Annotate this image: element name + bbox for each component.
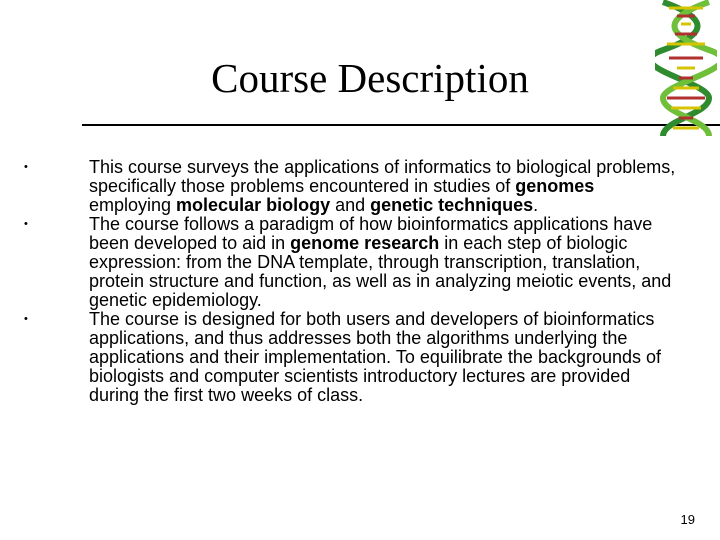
bold-term: molecular biology	[176, 195, 331, 215]
bullet-text: in each step of biologic expression: from the DNA template, through transcription, translation, protein structure and function, as well as in analyzing meiotic events, and genetic epidemiology.	[89, 233, 672, 310]
bullet-text: .	[533, 195, 539, 215]
bullet-text: The course is designed for both users and developers of bioinformatics applications, and thus addresses both the algorithms underlying the applications and their implementation. To equilibrate the backgrounds of biologists and computer scientists introductory lectures are provided during the first two weeks of class.	[89, 309, 662, 405]
dna-helix-icon	[655, 0, 717, 136]
bullet-marker: •	[24, 218, 28, 230]
title-underline	[82, 124, 720, 126]
bullet-text: employing	[89, 195, 177, 215]
page-number: 19	[680, 512, 695, 527]
bullet-text: The course follows a paradigm of how bioinformatics applications have been developed to aid in	[89, 214, 653, 253]
bold-term: genetic techniques	[370, 195, 534, 215]
bullet-list	[24, 157, 680, 405]
bold-term: genomes	[515, 176, 595, 196]
bold-term: genome research	[290, 233, 440, 253]
bullet-marker: •	[24, 313, 28, 325]
bullet-item	[24, 309, 680, 405]
bullet-item	[24, 214, 680, 310]
slide-title: Course Description	[211, 55, 529, 101]
bullet-marker: •	[24, 161, 28, 173]
bullet-text: This course surveys the applications of informatics to biological problems, specifically those problems encountered in studies of	[89, 157, 676, 196]
bullet-text: and	[330, 195, 371, 215]
bullet-item	[24, 157, 680, 215]
